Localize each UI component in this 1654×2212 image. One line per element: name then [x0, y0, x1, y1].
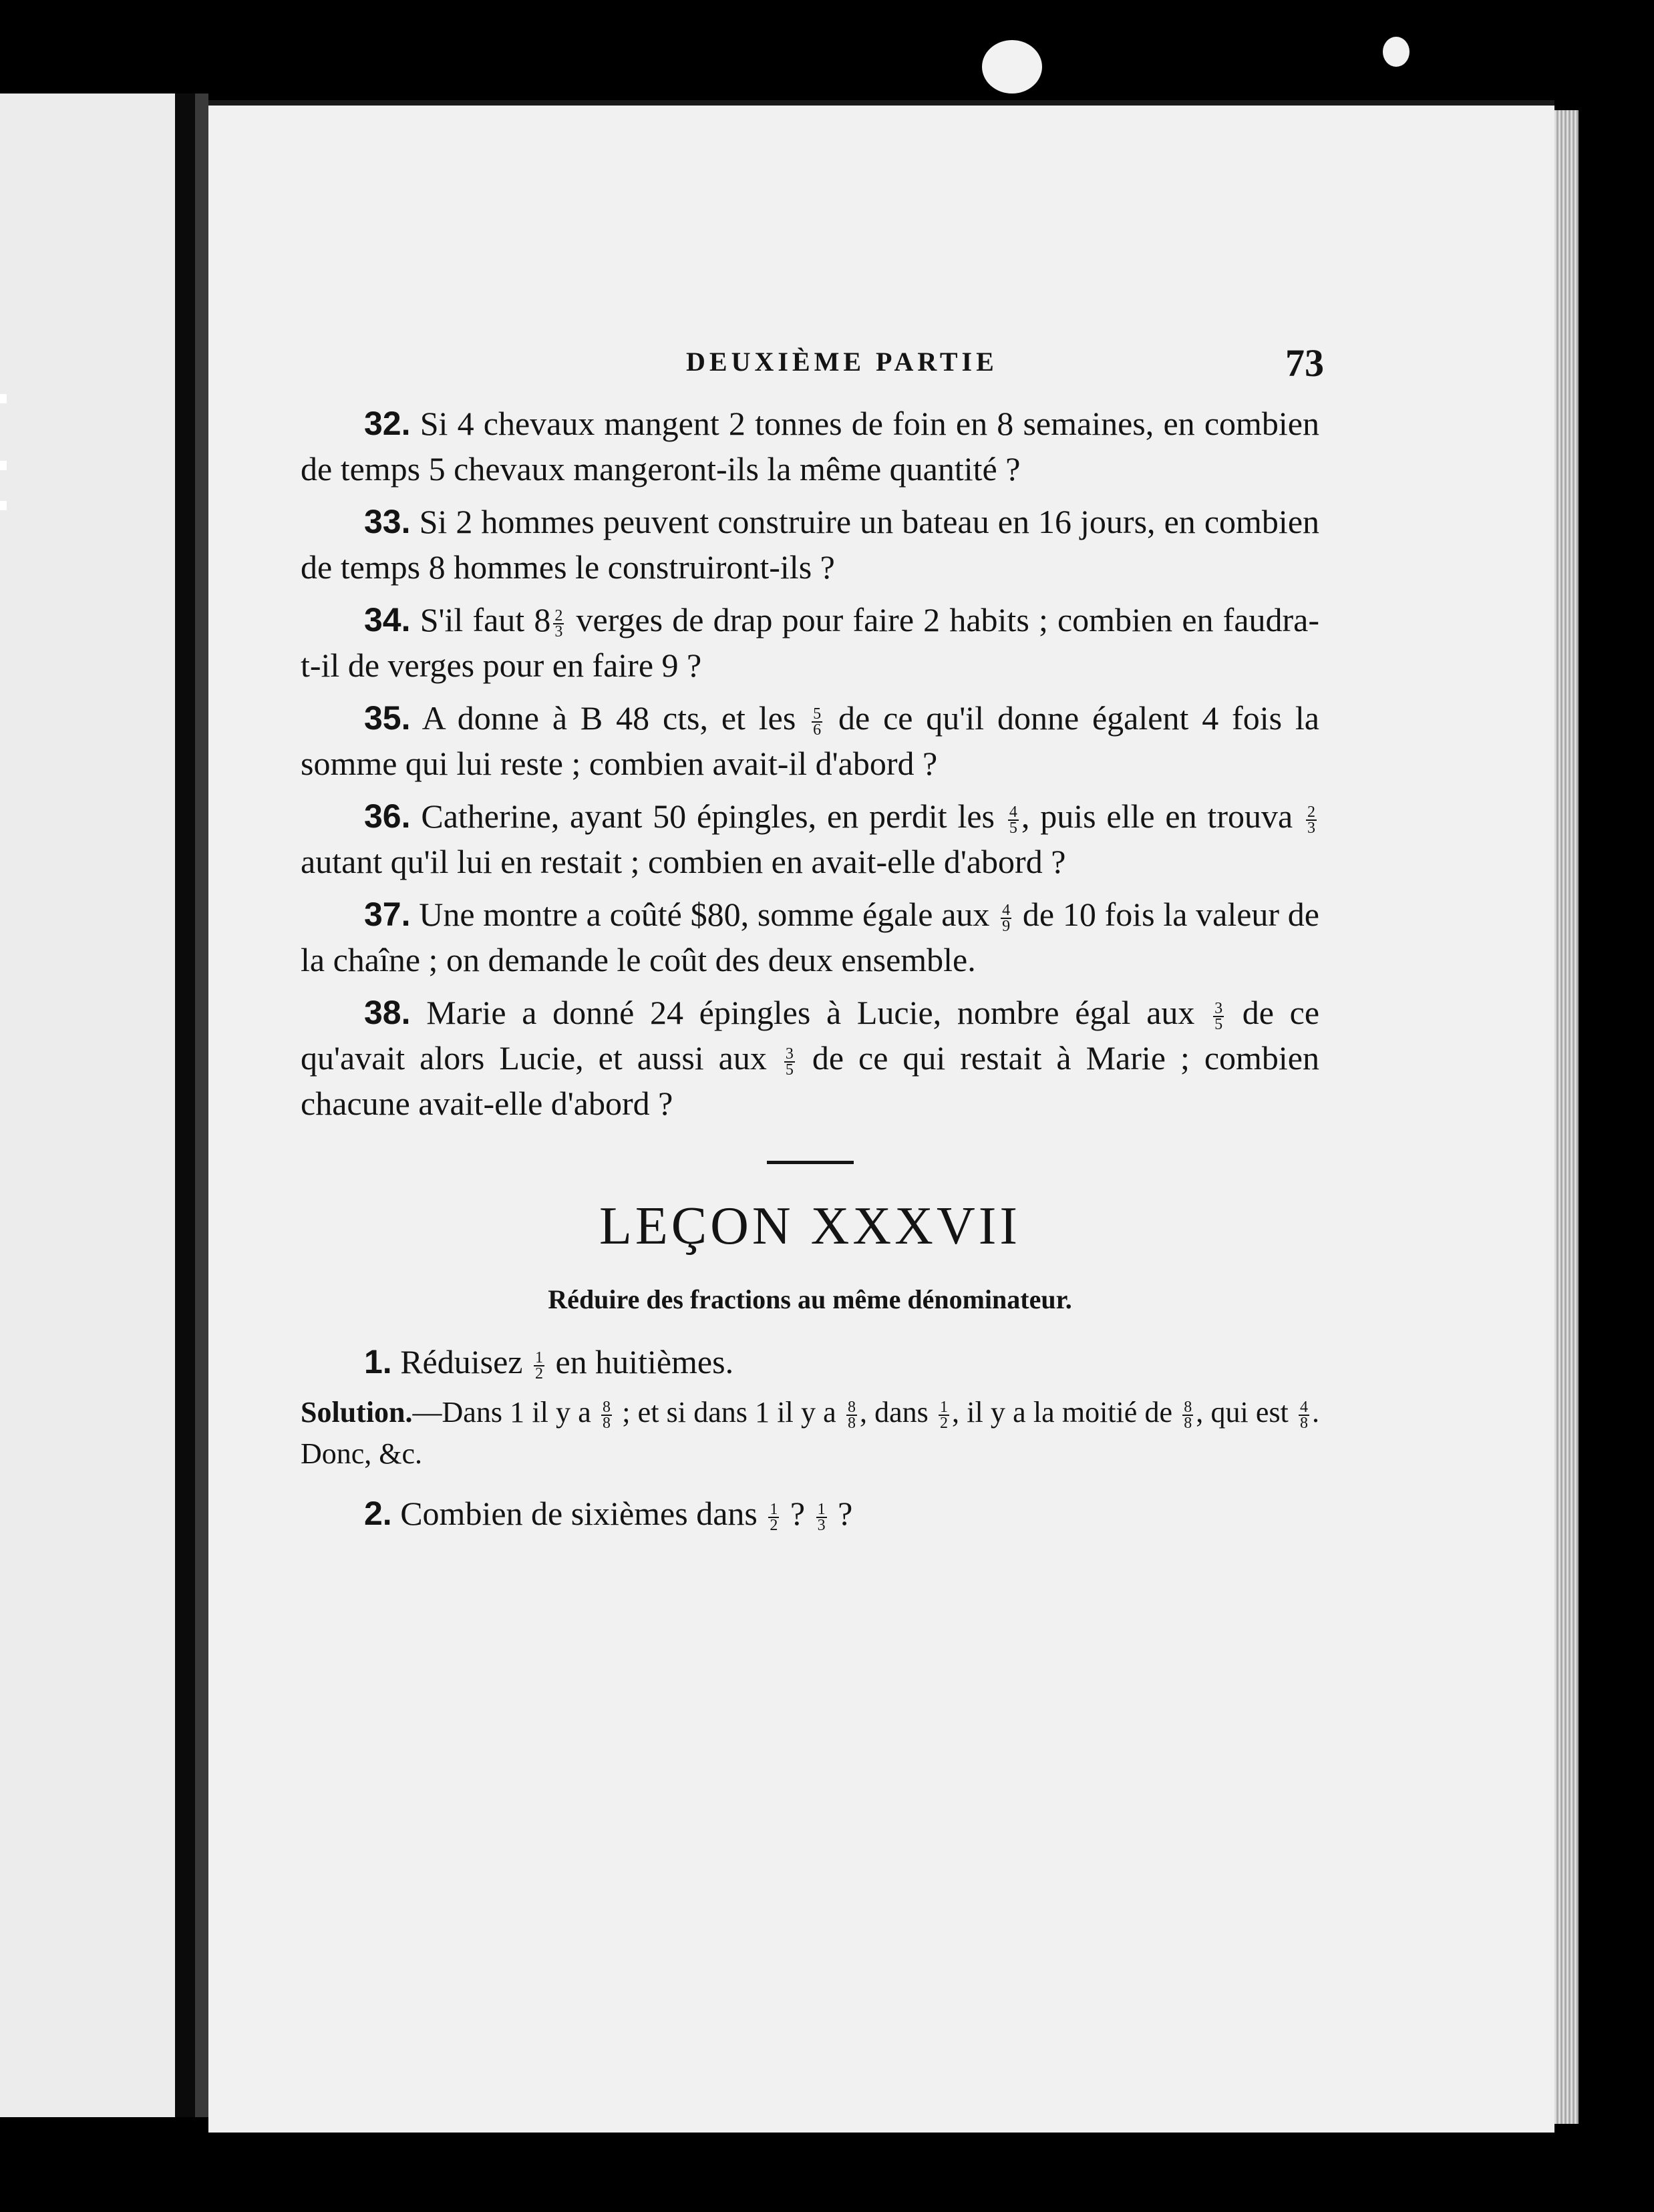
fraction [812, 707, 822, 737]
fraction-numerator: 4 [1002, 901, 1011, 919]
solution-text: , qui est [1196, 1396, 1297, 1429]
fraction [768, 1502, 779, 1533]
fraction [816, 1502, 827, 1533]
problem-number: 36. [364, 797, 411, 835]
fraction-numerator: 2 [554, 606, 563, 624]
problem-text: S'il faut 8 [420, 601, 551, 638]
page-stack-edge [1554, 110, 1579, 2124]
fraction-numerator: 3 [785, 1045, 794, 1063]
problem-number: 37. [364, 896, 411, 933]
problem-text: autant qu'il lui en restait ; combien en avait-elle d'abord ? [301, 843, 1066, 880]
fraction-numerator: 1 [534, 1348, 543, 1366]
fraction-numerator: 1 [817, 1500, 826, 1518]
solution-text: , il y a la moitié de [952, 1396, 1180, 1429]
facing-page [0, 94, 177, 2117]
problem-text: en huitièmes. [546, 1343, 734, 1380]
fraction-denominator: 8 [1184, 1414, 1192, 1432]
problem-text: Réduisez [400, 1343, 531, 1380]
fraction [1306, 805, 1317, 836]
fraction-numerator: 3 [1214, 999, 1223, 1017]
problem-text: Une montre a coûté $80, somme égale aux [419, 896, 999, 933]
problem-number: 38. [364, 994, 411, 1031]
problem-text: A donne à B 48 cts, et les [422, 699, 810, 737]
problem-text: de ce qu'il donne égalent 4 fois la somme qui lui reste ; combien avait-il d'abord ? [301, 699, 1319, 782]
page-content [301, 401, 1319, 1543]
fraction [601, 1400, 612, 1431]
problem-number: 34. [364, 601, 411, 638]
fraction-denominator: 3 [554, 622, 563, 640]
fraction-numerator: 8 [1184, 1398, 1192, 1416]
fraction [1001, 903, 1011, 934]
solution-text: —Dans 1 il y a [412, 1396, 599, 1429]
fraction-denominator: 2 [940, 1414, 949, 1432]
problem-number: 35. [364, 699, 411, 737]
spine-shade [195, 94, 208, 2117]
fraction-denominator: 3 [817, 1516, 826, 1534]
fraction [1213, 1001, 1224, 1032]
fraction-denominator: 9 [1002, 917, 1011, 935]
solution-text: , dans [859, 1396, 937, 1429]
problem-37 [301, 892, 1319, 982]
fraction-denominator: 2 [770, 1516, 778, 1534]
gutter-shadow [175, 94, 195, 2117]
fraction-denominator: 3 [1307, 819, 1315, 837]
fraction-denominator: 5 [1214, 1015, 1223, 1033]
problem-38 [301, 990, 1319, 1126]
facing-page-fringe [0, 461, 7, 470]
problem-number: 32. [364, 405, 411, 442]
section-divider [767, 1161, 854, 1164]
scan-blemish [982, 40, 1042, 94]
facing-page-fringe [0, 501, 7, 510]
problem-text: Si 4 chevaux mangent 2 tonnes de foin en 8 semaines, en combien de temps 5 chevaux mangeront-ils la même quantité ? [301, 405, 1319, 488]
fraction-numerator: 8 [603, 1398, 611, 1416]
fraction [846, 1400, 857, 1431]
problem-36 [301, 793, 1319, 884]
fraction-numerator: 8 [847, 1398, 856, 1416]
solution-label: Solution. [301, 1396, 413, 1429]
problem-number: 1. [364, 1343, 392, 1380]
fraction [1008, 805, 1019, 836]
problem-text: Catherine, ayant 50 épingles, en perdit les [421, 797, 1005, 835]
problem-text: Marie a donné 24 épingles à Lucie, nombre égal aux [426, 994, 1211, 1031]
fraction [534, 1350, 544, 1381]
solution-paragraph [301, 1392, 1319, 1475]
fraction-numerator: 1 [940, 1398, 949, 1416]
problem-text: , puis elle en trouva [1021, 797, 1303, 835]
solution-text: . Donc, &c. [301, 1396, 1320, 1470]
problem-text: de ce qui restait à Marie ; combien chacune avait-elle d'abord ? [301, 1039, 1319, 1122]
problem-text: verges de drap pour faire 2 habits ; combien en faudra-t-il de verges pour en faire 9 ? [301, 601, 1320, 684]
fraction [1299, 1400, 1309, 1431]
facing-page-fringe [0, 394, 7, 403]
lesson-question-2 [301, 1491, 1319, 1536]
lesson-subtitle: Réduire des fractions au même dénominateur. [548, 1284, 1072, 1314]
fraction-numerator: 1 [770, 1500, 778, 1518]
problem-32 [301, 401, 1319, 492]
fraction-denominator: 8 [1300, 1414, 1309, 1432]
page-number: 73 [1285, 341, 1324, 385]
fraction [553, 608, 564, 639]
fraction-denominator: 8 [603, 1414, 611, 1432]
running-head: DEUXIÈME PARTIE [686, 347, 998, 377]
problem-34 [301, 597, 1319, 688]
problem-text: Combien de sixièmes dans [400, 1495, 766, 1532]
scan-blemish [1383, 37, 1410, 67]
problem-text: de 10 fois la valeur de la chaîne ; on demande le coût des deux ensemble. [301, 896, 1319, 978]
fraction-denominator: 8 [847, 1414, 856, 1432]
fraction-numerator: 4 [1300, 1398, 1309, 1416]
lesson-title: LEÇON XXXVII [599, 1197, 1021, 1256]
problem-number: 33. [364, 503, 411, 540]
problem-35 [301, 695, 1319, 786]
fraction-numerator: 2 [1307, 803, 1315, 821]
problem-text: de ce qu'avait alors Lucie, et aussi aux [301, 994, 1320, 1077]
problem-text: Si 2 hommes peuvent construire un bateau en 16 jours, en combien de temps 8 hommes le construiront-ils ? [301, 503, 1320, 586]
fraction-denominator: 5 [1009, 819, 1017, 837]
fraction [939, 1400, 949, 1431]
fraction [784, 1047, 795, 1077]
solution-text: ; et si dans 1 il y a [615, 1396, 844, 1429]
lesson-question-1 [301, 1339, 1319, 1385]
problem-text: ? [829, 1495, 853, 1532]
fraction-numerator: 4 [1009, 803, 1017, 821]
fraction [1182, 1400, 1193, 1431]
fraction-numerator: 5 [813, 705, 822, 723]
problem-text: ? [782, 1495, 814, 1532]
problem-33 [301, 499, 1319, 590]
fraction-denominator: 6 [813, 721, 822, 739]
fraction-denominator: 2 [534, 1364, 543, 1382]
fraction-denominator: 5 [785, 1061, 794, 1079]
problem-number: 2. [364, 1495, 392, 1532]
